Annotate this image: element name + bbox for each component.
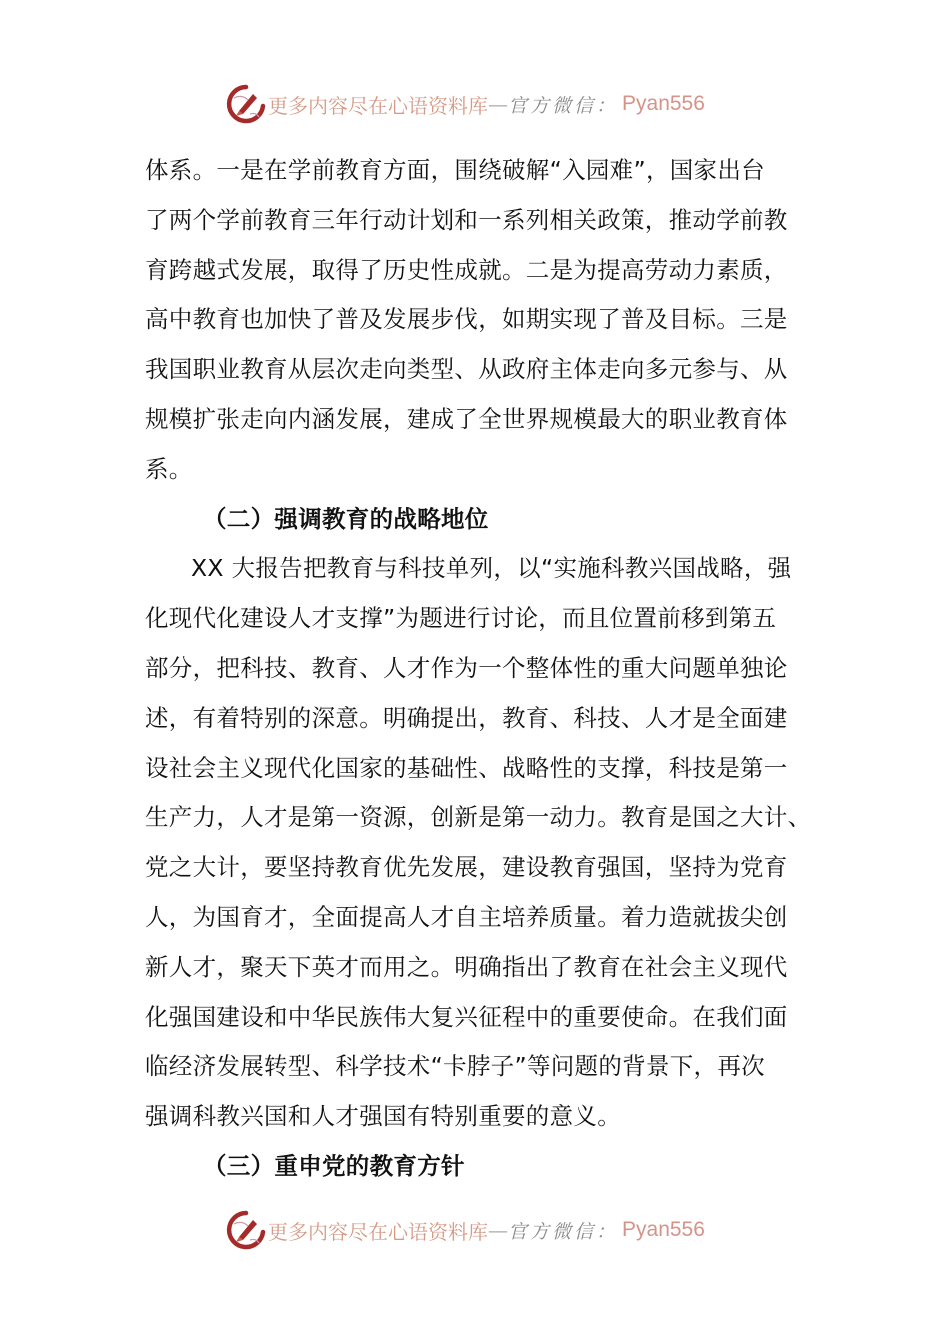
- text-line: 新人才，聚天下英才而用之。明确指出了教育在社会主义现代: [145, 952, 788, 981]
- banner-main-text: 更多内容尽在心语资料库: [268, 93, 488, 118]
- text-line: 临经济发展转型、科学技术“卡脖子”等问题的背景下，再次: [145, 1052, 765, 1081]
- text-line: 了两个学前教育三年行动计划和一系列相关政策，推动学前教: [145, 205, 788, 234]
- quill-pen-logo-icon: [226, 1210, 266, 1250]
- text-line: 生产力，人才是第一资源，创新是第一动力。教育是国之大计、: [145, 803, 812, 832]
- banner-wechat-id: Pyan556: [622, 1218, 705, 1241]
- document-body: [145, 146, 815, 1192]
- text-line: 设社会主义现代化国家的基础性、战略性的支撑，科技是第一: [145, 753, 788, 782]
- banner-dash: —: [488, 92, 508, 116]
- banner-wechat-label: 官方微信：: [508, 1220, 619, 1243]
- text-line: 高中教育也加快了普及发展步伐，如期实现了普及目标。三是: [145, 305, 788, 334]
- banner-main-text: 更多内容尽在心语资料库: [268, 1219, 488, 1244]
- text-line: 我国职业教育从层次走向类型、从政府主体走向多元参与、从: [145, 355, 788, 384]
- text-line: 人，为国育才，全面提高人才自主培养质量。着力造就拔尖创: [145, 902, 788, 931]
- text-line: 体系。一是在学前教育方面，围绕破解“入园难”，国家出台: [145, 156, 765, 184]
- text-line: 化强国建设和中华民族伟大复兴征程中的重要使命。在我们面: [145, 1002, 788, 1031]
- text-line: 党之大计，要坚持教育优先发展，建设教育强国，坚持为党育: [145, 853, 788, 882]
- footer-banner: [226, 1210, 705, 1250]
- text-line: XX 大报告把教育与科技单列，以“实施科教兴国战略，强: [191, 554, 792, 583]
- text-line: 规模扩张走向内涵发展，建成了全世界规模最大的职业教育体: [145, 404, 788, 433]
- text-line: 述，有着特别的深意。明确提出，教育、科技、人才是全面建: [145, 703, 788, 732]
- text-line: 强调科教兴国和人才强国有特别重要的意义。: [145, 1102, 621, 1131]
- header-banner: [226, 84, 705, 124]
- quill-pen-logo-icon: [226, 84, 266, 124]
- text-line: 系。: [145, 454, 193, 483]
- banner-wechat-label: 官方微信：: [508, 94, 619, 117]
- section-heading-2: （二）强调教育的战略地位: [203, 504, 489, 533]
- section-heading-3: （三）重申党的教育方针: [203, 1151, 465, 1180]
- text-line: 部分，把科技、教育、人才作为一个整体性的重大问题单独论: [145, 653, 788, 682]
- text-line: 育跨越式发展，取得了历史性成就。二是为提高劳动力素质，: [145, 255, 788, 284]
- text-line: 化现代化建设人才支撑”为题进行讨论，而且位置前移到第五: [145, 604, 777, 633]
- banner-dash: —: [488, 1218, 508, 1242]
- banner-wechat-id: Pyan556: [622, 92, 705, 115]
